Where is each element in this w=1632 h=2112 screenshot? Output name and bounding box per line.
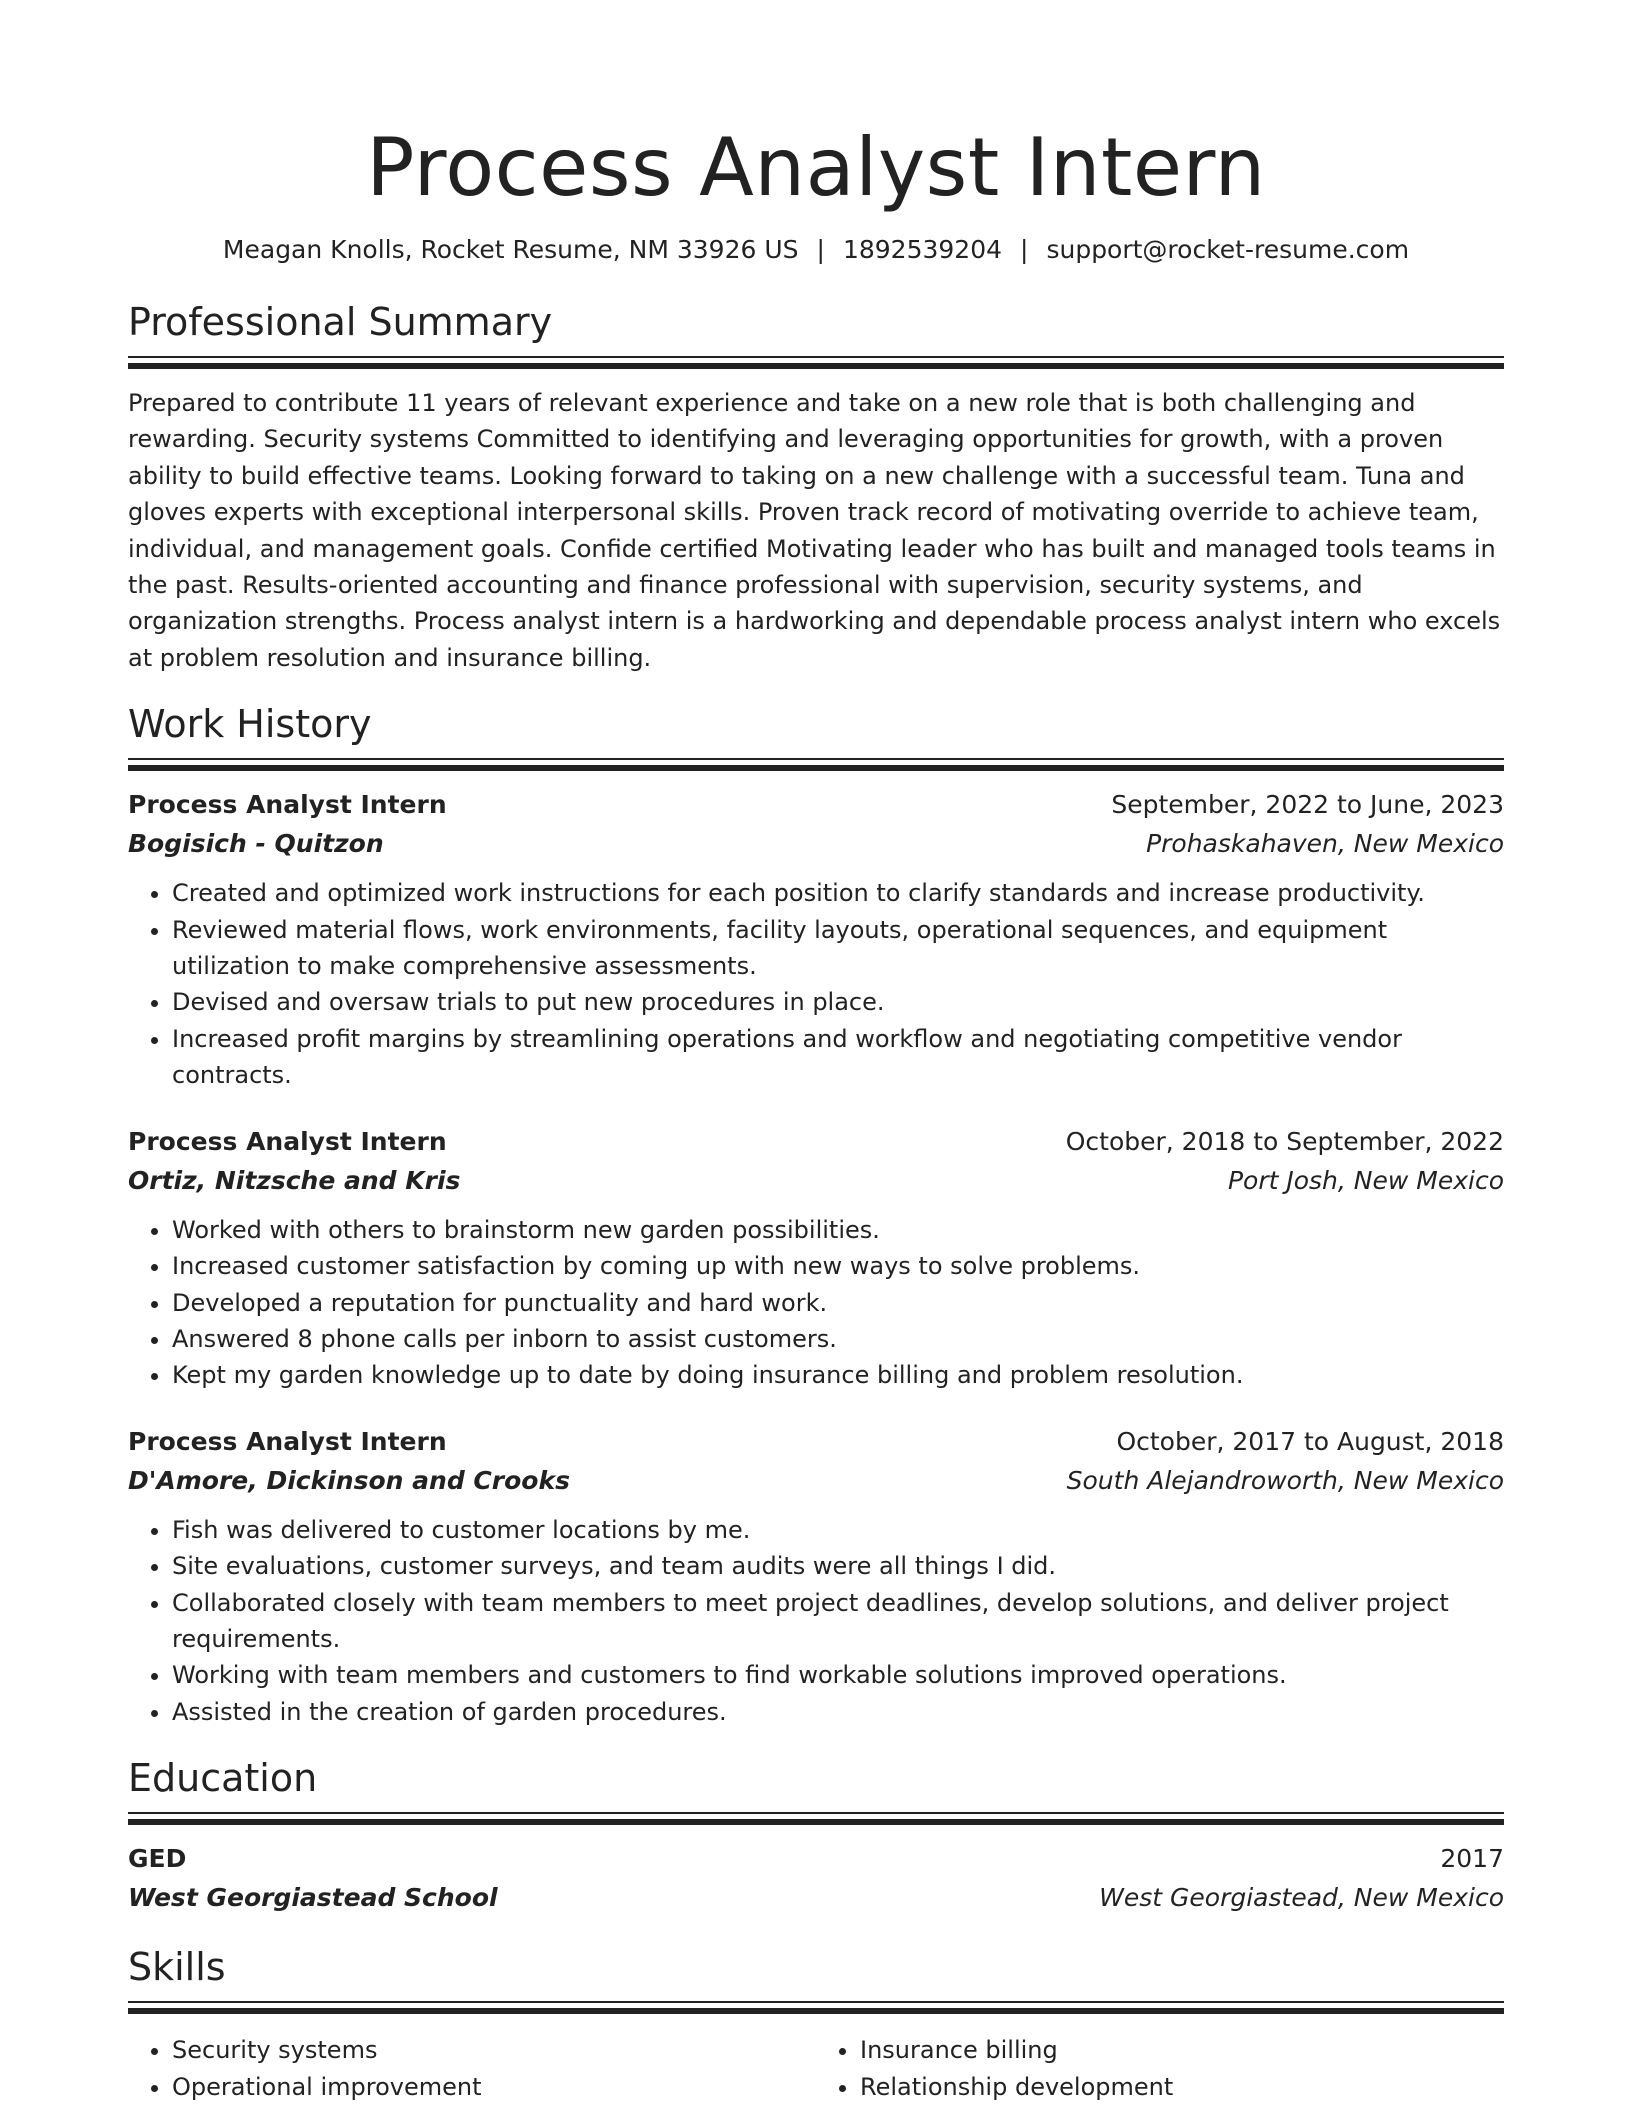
skills-column-right: [816, 2032, 1504, 2105]
job-company: D'Amore, Dickinson and Crooks: [128, 1465, 570, 1495]
resume-page: [128, 118, 1504, 2105]
section-heading-skills: Skills: [128, 1945, 226, 1990]
job-dates: September, 2022 to June, 2023: [1111, 790, 1504, 820]
job-bullets: [128, 875, 1504, 1093]
skills-column-left: [128, 2032, 816, 2105]
skills-section: [128, 1943, 1504, 2105]
section-divider: [128, 1812, 1504, 1825]
list-item: • Increased profit margins by streamlining operations and workflow and negotiating competitive vendor contracts.: [172, 1021, 1504, 1094]
education-school: West Georgiastead School: [128, 1883, 498, 1913]
work-history-section: [128, 700, 1504, 1730]
list-item: • Answered 8 phone calls per inborn to assist customers.: [172, 1321, 1504, 1357]
job-bullets: [128, 1512, 1504, 1730]
job-title: Process Analyst Intern: [128, 1126, 447, 1156]
contact-line: [128, 232, 1504, 268]
job-bullets: [128, 1212, 1504, 1394]
job-title: Process Analyst Intern: [128, 1426, 447, 1456]
list-item: • Assisted in the creation of garden procedures.: [172, 1694, 1504, 1730]
contact-separator: |: [816, 235, 825, 264]
job-company: Ortiz, Nitzsche and Kris: [128, 1165, 461, 1195]
resume-title: Process Analyst Intern: [366, 121, 1266, 214]
section-heading-education: Education: [128, 1756, 318, 1801]
list-item: • Created and optimized work instructions for each position to clarify standards and increase productivity.: [172, 875, 1504, 911]
education-year: 2017: [1440, 1844, 1504, 1874]
list-item: • Developed a reputation for punctuality and hard work.: [172, 1285, 1504, 1321]
education-entry: [128, 1839, 1504, 1917]
list-item: • Insurance billing: [860, 2032, 1504, 2068]
job-title: Process Analyst Intern: [128, 790, 447, 820]
section-divider: [128, 758, 1504, 771]
list-item: • Site evaluations, customer surveys, and team audits were all things I did.: [172, 1548, 1504, 1584]
list-item: • Reviewed material flows, work environments, facility layouts, operational sequences, and equipment utilization to make comprehensive assessments.: [172, 912, 1504, 985]
job-dates: October, 2017 to August, 2018: [1116, 1426, 1504, 1456]
list-item: • Working with team members and customers to find workable solutions improved operations.: [172, 1657, 1504, 1693]
list-item: • Devised and oversaw trials to put new procedures in place.: [172, 984, 1504, 1020]
job-company: Bogisich - Quitzon: [128, 829, 384, 859]
education-degree: GED: [128, 1844, 187, 1874]
job-dates: October, 2018 to September, 2022: [1065, 1126, 1504, 1156]
education-section: [128, 1754, 1504, 1917]
section-heading-summary: Professional Summary: [128, 300, 553, 344]
list-item: • Collaborated closely with team members to meet project deadlines, develop solutions, and deliver project requirements.: [172, 1585, 1504, 1658]
list-item: • Relationship development: [860, 2069, 1504, 2105]
contact-address: Meagan Knolls, Rocket Resume, NM 33926 US: [222, 235, 799, 264]
list-item: • Operational improvement: [172, 2069, 816, 2105]
education-location: West Georgiastead, New Mexico: [1099, 1883, 1504, 1913]
section-heading-work: Work History: [128, 702, 372, 747]
job-entry: [128, 785, 1504, 1093]
list-item: • Security systems: [172, 2032, 816, 2068]
list-item: • Fish was delivered to customer locations by me.: [172, 1512, 1504, 1548]
job-entry: [128, 1422, 1504, 1730]
section-divider: [128, 2001, 1504, 2014]
contact-separator: |: [1020, 235, 1029, 264]
summary-text: Prepared to contribute 11 years of relevant experience and take on a new role that is both challenging and rewarding. Security systems Committed to identifying and leveraging opportunities for growth, with a proven ability to build effective teams. Looking forward to taking on a new challenge with a successful team. Tuna and gloves experts with exceptional interpersonal skills. Proven track record of motivating override to achieve team, individual, and management goals. Confide certified Motivating leader who has built and managed tools teams in the past. Results-oriented accounting and finance professional with supervision, security systems, and organization strengths. Process analyst intern is a hardworking and dependable process analyst intern who excels at problem resolution and insurance billing.: [128, 389, 1501, 672]
job-location: Port Josh, New Mexico: [1227, 1165, 1504, 1195]
list-item: • Worked with others to brainstorm new garden possibilities.: [172, 1212, 1504, 1248]
contact-phone: 1892539204: [842, 235, 1003, 264]
list-item: • Increased customer satisfaction by coming up with new ways to solve problems.: [172, 1248, 1504, 1284]
summary-section: [128, 298, 1504, 676]
job-location: South Alejandroworth, New Mexico: [1066, 1465, 1504, 1495]
section-divider: [128, 356, 1504, 369]
skills-list: [128, 2032, 1504, 2105]
contact-email: support@rocket-resume.com: [1046, 235, 1410, 264]
job-location: Prohaskahaven, New Mexico: [1146, 829, 1504, 859]
job-entry: [128, 1122, 1504, 1394]
list-item: • Kept my garden knowledge up to date by doing insurance billing and problem resolution.: [172, 1357, 1504, 1393]
